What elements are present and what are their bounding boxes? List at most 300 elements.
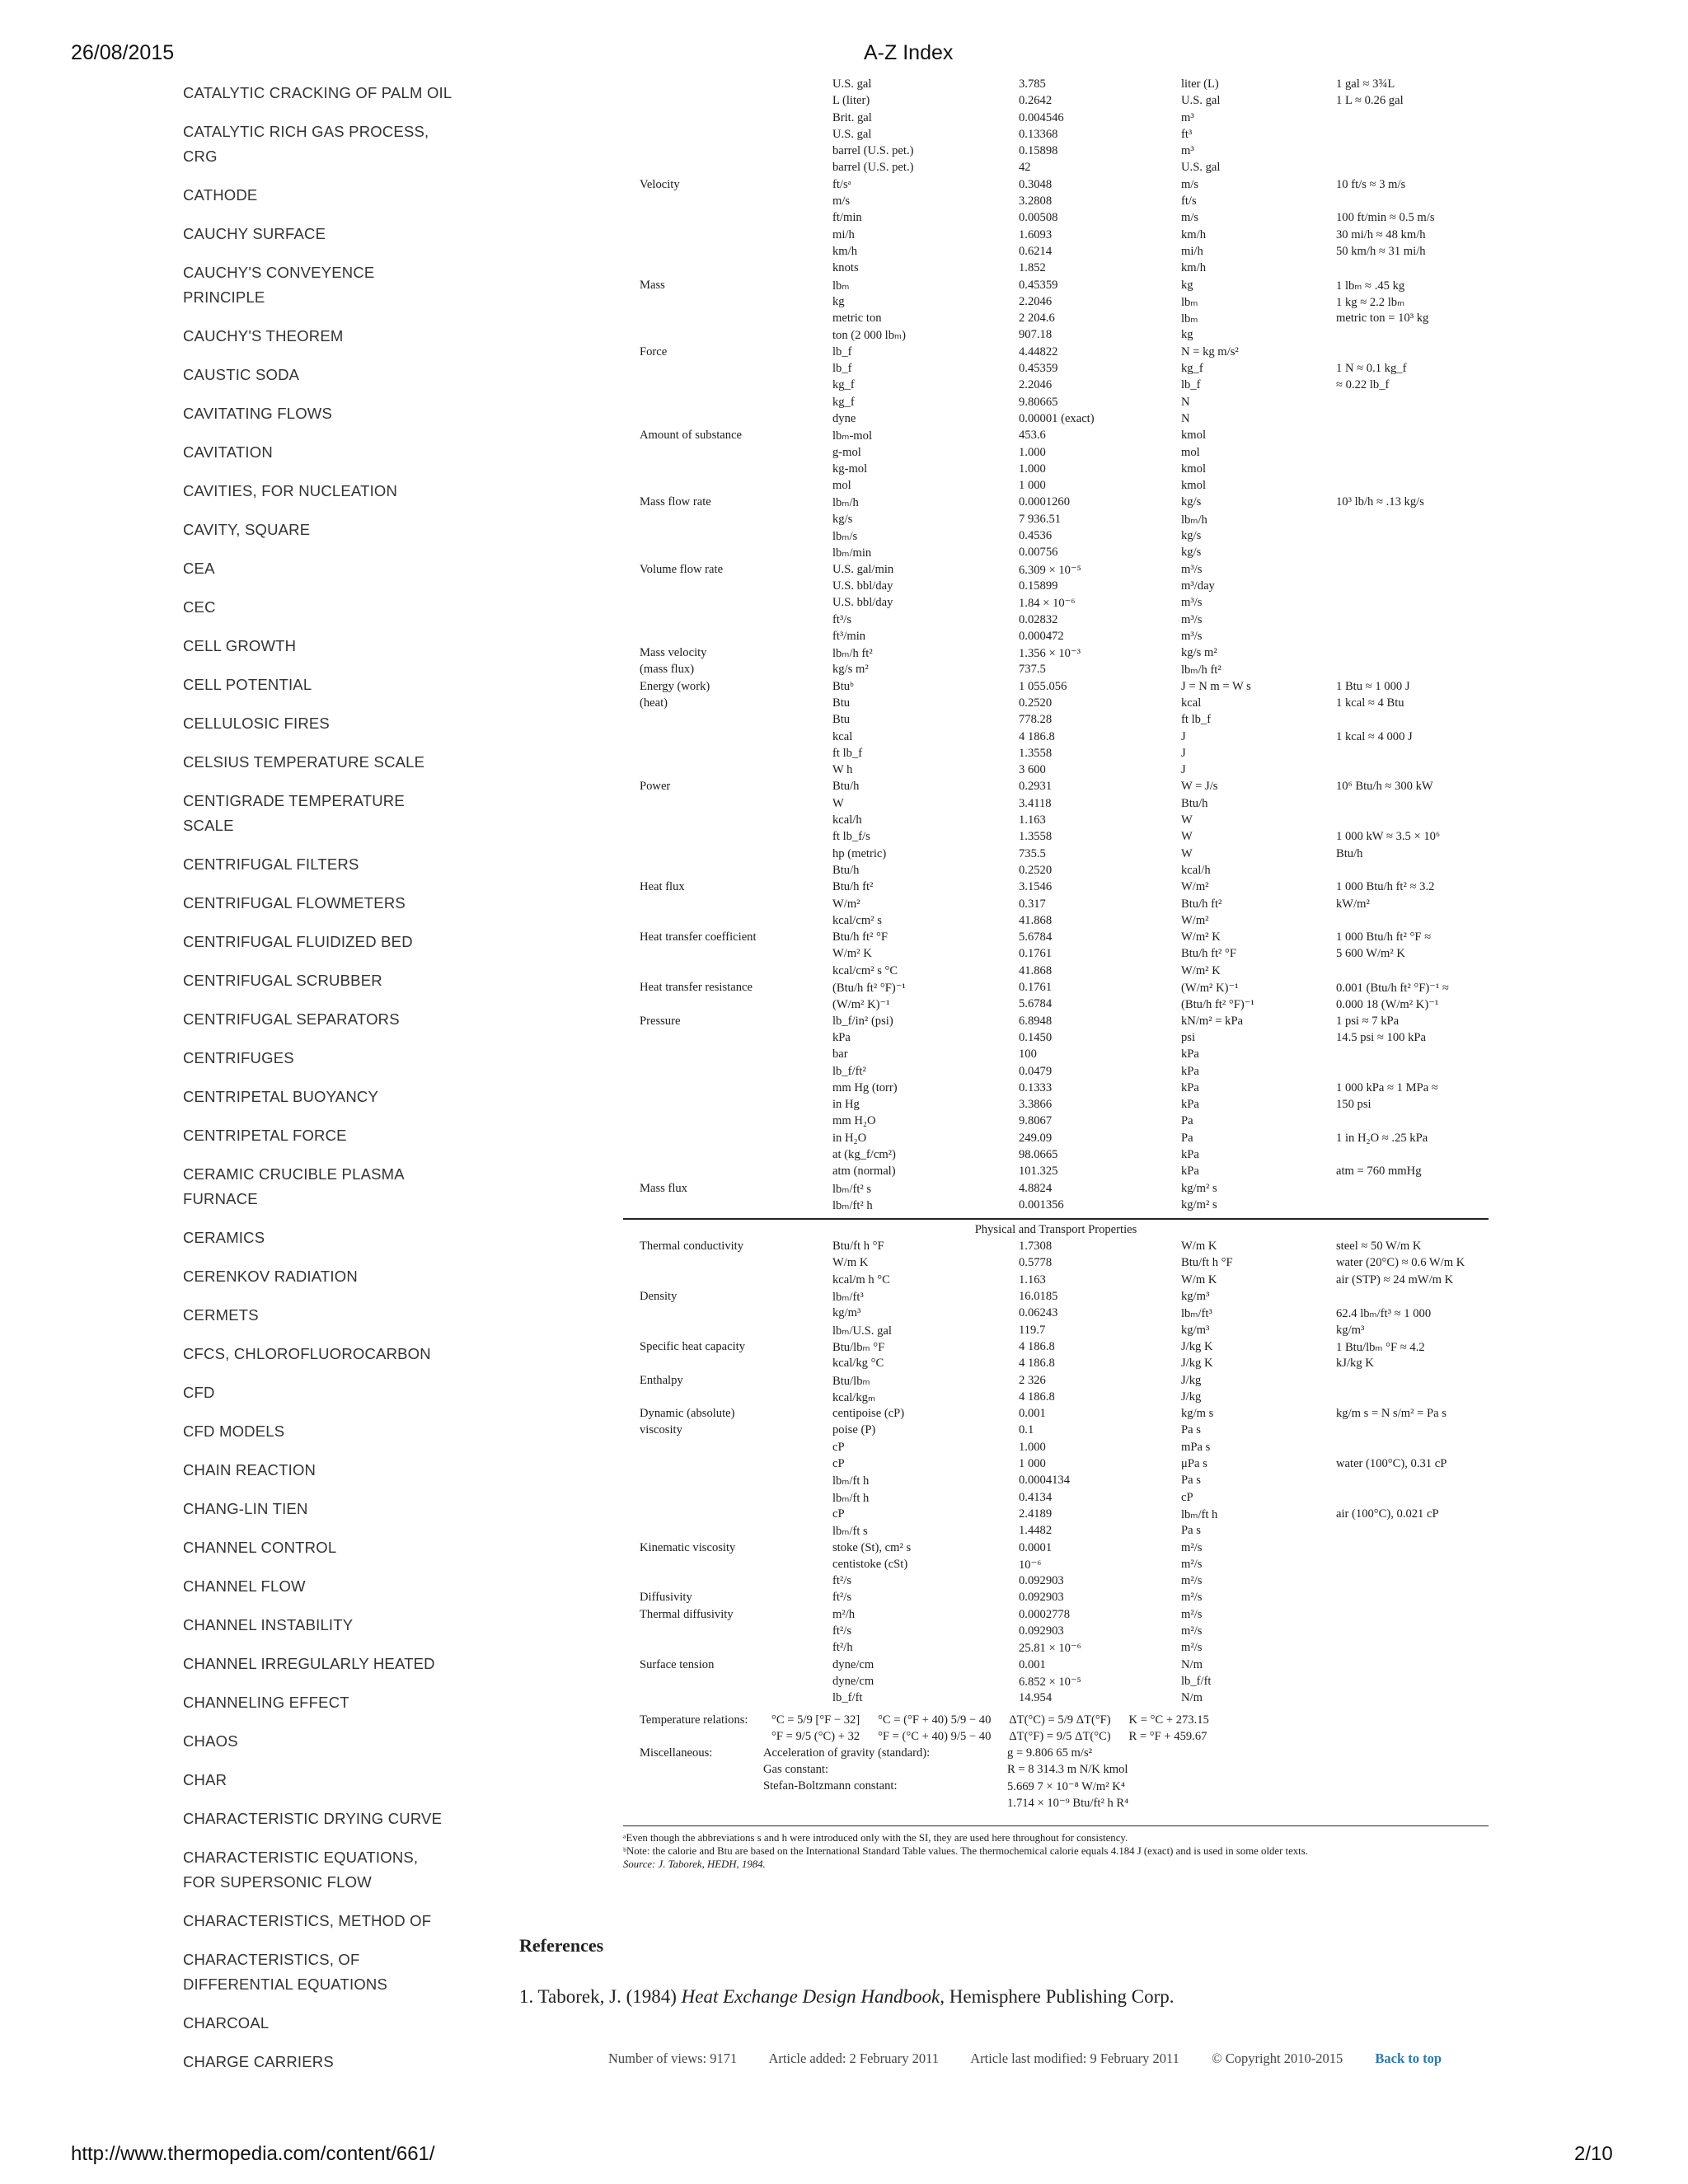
from-unit-cell: L (liter) — [832, 94, 870, 108]
approx-cell: 100 ft/min ≈ 0.5 m/s — [1336, 211, 1435, 225]
to-unit-cell: m³ — [1181, 110, 1194, 124]
to-unit-cell: (Btu/h ft² °F)⁻¹ — [1181, 998, 1254, 1012]
from-unit-cell: kg/s — [832, 512, 853, 526]
table-row — [623, 529, 1489, 546]
sidebar-index-link[interactable]: CENTRIPETAL FORCE — [183, 1127, 347, 1144]
sidebar-index-link[interactable]: CERENKOV RADIATION — [183, 1268, 358, 1285]
to-unit-cell: mPa s — [1181, 1440, 1211, 1454]
from-unit-cell: Brit. gal — [832, 110, 872, 124]
to-unit-cell: cP — [1181, 1490, 1193, 1504]
factor-cell: 3.785 — [1019, 77, 1046, 91]
approx-cell: air (100°C), 0.021 cP — [1336, 1507, 1439, 1521]
from-unit-cell: (W/m² K)⁻¹ — [832, 998, 890, 1012]
from-unit-cell: mi/h — [832, 227, 855, 241]
table-row — [623, 446, 1489, 462]
factor-cell: 1.163 — [1019, 813, 1046, 827]
footnotes — [623, 1831, 1489, 1871]
table-row — [623, 1357, 1489, 1373]
from-unit-cell: lbₘ/min — [832, 546, 872, 560]
from-unit-cell: W/m K — [832, 1256, 869, 1270]
reference-number: 1. — [519, 1986, 534, 2007]
to-unit-cell: kg — [1181, 278, 1193, 292]
to-unit-cell: N = kg m/s² — [1181, 344, 1239, 359]
to-unit-cell: m²/s — [1181, 1624, 1203, 1638]
to-unit-cell: Pa s — [1181, 1423, 1201, 1437]
sidebar-index-link[interactable]: CHANNEL CONTROL — [183, 1539, 337, 1556]
sidebar-index-link[interactable]: CAUCHY'S THEOREM — [183, 327, 344, 344]
from-unit-cell: g-mol — [832, 445, 861, 459]
sidebar-index-link[interactable]: CAVITIES, FOR NUCLEATION — [183, 482, 398, 499]
table-row — [623, 178, 1489, 194]
sidebar-index-link[interactable]: CEC — [183, 598, 216, 616]
factor-cell: 3.4118 — [1019, 796, 1052, 810]
sidebar-index-link[interactable]: CHARCOAL — [183, 2014, 270, 2032]
factor-cell: 0.1 — [1019, 1423, 1034, 1437]
from-unit-cell: Btu — [832, 696, 851, 710]
to-unit-cell: Pa s — [1181, 1474, 1201, 1488]
quantity-cell: Velocity — [640, 177, 680, 191]
factor-cell: 1.000 — [1019, 1440, 1046, 1454]
approx-cell: 50 km/h ≈ 31 mi/h — [1336, 244, 1426, 258]
from-unit-cell: ft³/min — [832, 629, 866, 643]
to-unit-cell: Btu/h — [1181, 796, 1208, 810]
footnote-source: Source: J. Taborek, HEDH, 1984. — [623, 1858, 766, 1870]
table-row — [623, 730, 1489, 747]
quantity-cell: (mass flux) — [640, 663, 695, 677]
quantity-cell: Pressure — [640, 1014, 681, 1028]
quantity-cell: viscosity — [640, 1423, 682, 1437]
to-unit-cell: kPa — [1181, 1064, 1199, 1078]
factor-cell: 0.02832 — [1019, 612, 1058, 626]
approx-cell: 0.000 18 (W/m² K)⁻¹ — [1336, 998, 1439, 1012]
approx-cell: water (100°C), 0.31 cP — [1336, 1457, 1447, 1471]
table-row — [623, 663, 1489, 679]
table-row — [623, 579, 1489, 596]
factor-cell: 25.81 × 10⁻⁶ — [1019, 1642, 1081, 1656]
to-unit-cell: kN/m² = kPa — [1181, 1014, 1244, 1028]
sidebar-index-link[interactable]: CELSIUS TEMPERATURE SCALE — [183, 753, 425, 771]
from-unit-cell: ft/sᵃ — [832, 177, 851, 191]
from-unit-cell: in Hg — [832, 1098, 860, 1112]
from-unit-cell: kcal/m h °C — [832, 1272, 890, 1286]
print-url: http://www.thermopedia.com/content/661/ — [71, 2143, 435, 2165]
factor-cell: 4 186.8 — [1019, 1357, 1055, 1371]
table-row — [623, 362, 1489, 378]
to-unit-cell: kg/s — [1181, 529, 1202, 543]
table-row — [623, 780, 1489, 796]
table-row — [623, 1306, 1489, 1323]
view-count: Number of views: 9171 — [608, 2050, 738, 2066]
sidebar-index-link[interactable]: CENTRIFUGAL SEPARATORS — [183, 1010, 400, 1028]
from-unit-cell: lbₘ/ft³ — [832, 1291, 864, 1305]
from-unit-cell: kcal/kgₘ — [832, 1390, 876, 1404]
to-unit-cell: J/kg — [1181, 1373, 1202, 1387]
sidebar-index-link[interactable]: CHANG-LIN TIEN — [183, 1500, 308, 1517]
from-unit-cell: Btu/h — [832, 863, 860, 877]
sidebar-index-link[interactable]: CATALYTIC RICH GAS PROCESS, CRG — [183, 123, 429, 165]
back-to-top-link[interactable]: Back to top — [1375, 2050, 1442, 2066]
sidebar-index-link[interactable]: CAUCHY SURFACE — [183, 225, 326, 242]
to-unit-cell: lbₘ/ft h — [1181, 1507, 1218, 1521]
factor-cell: 4 186.8 — [1019, 1339, 1055, 1353]
to-unit-cell: kg/s m² — [1181, 646, 1217, 660]
factor-cell: 1.356 × 10⁻³ — [1019, 647, 1081, 661]
quantity-cell: Mass — [640, 278, 665, 292]
sidebar-index-link[interactable]: CHAR — [183, 1771, 227, 1788]
sidebar-index-link[interactable]: CAVITATION — [183, 443, 273, 461]
to-unit-cell: W/m K — [1181, 1240, 1217, 1254]
approx-cell: 1 in H₂O ≈ .25 kPa — [1336, 1131, 1428, 1145]
factor-cell: 0.0479 — [1019, 1064, 1053, 1078]
to-unit-cell: Pa — [1181, 1114, 1193, 1128]
approx-cell: 10 ft/s ≈ 3 m/s — [1336, 177, 1406, 191]
approx-cell: 1 N ≈ 0.1 kg_f — [1336, 362, 1407, 376]
from-unit-cell: at (kg_f/cm²) — [832, 1148, 896, 1161]
sidebar-index-link[interactable]: CELL POTENTIAL — [183, 676, 312, 693]
to-unit-cell: m²/s — [1181, 1607, 1203, 1621]
factor-cell: 1.6093 — [1019, 227, 1053, 241]
from-unit-cell: Btuᵇ — [832, 679, 854, 693]
to-unit-cell: kg/m² s — [1181, 1181, 1217, 1195]
sidebar-index-link[interactable]: CAVITY, SQUARE — [183, 521, 311, 538]
sidebar-index-link[interactable]: CHANNELING EFFECT — [183, 1694, 349, 1711]
table-row — [623, 295, 1489, 312]
factor-cell: 1 000 — [1019, 1457, 1046, 1471]
quantity-cell: Thermal conductivity — [640, 1240, 744, 1254]
sidebar-index-link[interactable]: CENTRIFUGAL FILTERS — [183, 855, 359, 873]
to-unit-cell: J — [1181, 746, 1186, 760]
from-unit-cell: dyne — [832, 411, 856, 425]
table-row — [623, 1423, 1489, 1440]
factor-cell: 2.2046 — [1019, 378, 1053, 392]
quantity-cell: Power — [640, 780, 671, 794]
table-row — [623, 747, 1489, 763]
factor-cell: 0.13368 — [1019, 127, 1058, 141]
table-row — [623, 1165, 1489, 1181]
conversion-rows-top — [623, 77, 1489, 1215]
sidebar-index-link[interactable]: CEA — [183, 560, 215, 577]
sidebar-index-link[interactable]: CAUCHY'S CONVEYENCE PRINCIPLE — [183, 264, 375, 306]
from-unit-cell: Btu/h — [832, 780, 860, 794]
factor-cell: 1.4482 — [1019, 1524, 1053, 1538]
to-unit-cell: kg/m s — [1181, 1407, 1214, 1421]
to-unit-cell: U.S. gal — [1181, 94, 1221, 108]
temperature-relations — [623, 1713, 1489, 1746]
table-row — [623, 161, 1489, 177]
constant-name: Acceleration of gravity (standard): — [763, 1746, 931, 1760]
table-row — [623, 328, 1489, 344]
table-row — [623, 898, 1489, 914]
table-row — [623, 964, 1489, 981]
factor-cell: 0.1761 — [1019, 981, 1053, 995]
sidebar-index-link[interactable]: CHARACTERISTIC DRYING CURVE — [183, 1810, 443, 1827]
table-row — [623, 1541, 1489, 1558]
from-unit-cell: cP — [832, 1457, 845, 1471]
factor-cell: 0.317 — [1019, 897, 1046, 911]
table-row — [623, 1374, 1489, 1390]
factor-cell: 0.092903 — [1019, 1574, 1064, 1588]
from-unit-cell: kg_f — [832, 395, 855, 409]
constant-value: R = 8 314.3 m N/K kmol — [1007, 1762, 1128, 1776]
factor-cell: 0.001356 — [1019, 1197, 1064, 1212]
to-unit-cell: W/m K — [1181, 1272, 1217, 1286]
to-unit-cell: mol — [1181, 445, 1200, 459]
quantity-cell: Volume flow rate — [640, 562, 724, 576]
quantity-cell: Specific heat capacity — [640, 1339, 746, 1353]
approx-cell: 1 Btu ≈ 1 000 J — [1336, 679, 1410, 693]
sidebar-index-link[interactable]: CHAOS — [183, 1732, 238, 1750]
factor-cell: 778.28 — [1019, 713, 1053, 727]
sidebar-index-link[interactable]: CHANNEL IRREGULARLY HEATED — [183, 1655, 435, 1672]
factor-cell: 6.8948 — [1019, 1014, 1053, 1028]
to-unit-cell: J — [1181, 729, 1186, 743]
from-unit-cell: W h — [832, 763, 853, 777]
table-row — [623, 345, 1489, 362]
approx-cell: 10³ lb/h ≈ .13 kg/s — [1336, 495, 1424, 509]
sidebar-index-link[interactable]: CFD MODELS — [183, 1422, 285, 1440]
to-unit-cell: m/s — [1181, 177, 1199, 191]
factor-cell: 2 204.6 — [1019, 312, 1055, 326]
quantity-cell: Force — [640, 344, 668, 359]
from-unit-cell: barrel (U.S. pet.) — [832, 161, 914, 175]
factor-cell: 41.868 — [1019, 963, 1053, 977]
factor-cell: 3.2808 — [1019, 194, 1053, 209]
quantity-cell: Energy (work) — [640, 679, 710, 693]
from-unit-cell: lb_f — [832, 362, 852, 376]
to-unit-cell: Pa s — [1181, 1524, 1201, 1538]
factor-cell: 0.15899 — [1019, 579, 1058, 593]
from-unit-cell: mm Hg (torr) — [832, 1080, 898, 1094]
factor-cell: 0.15898 — [1019, 144, 1058, 158]
from-unit-cell: kg/m³ — [832, 1306, 861, 1320]
factor-cell: 1.000 — [1019, 462, 1046, 476]
sidebar-index-link[interactable]: CERAMICS — [183, 1229, 265, 1246]
sidebar-index-link[interactable]: CFCS, CHLOROFLUOROCARBON — [183, 1345, 431, 1362]
sidebar-index-link[interactable]: CENTRIFUGAL FLUIDIZED BED — [183, 933, 413, 950]
factor-cell: 907.18 — [1019, 328, 1053, 342]
to-unit-cell: kg/m³ — [1181, 1323, 1210, 1337]
table-row — [623, 228, 1489, 245]
table-row — [623, 713, 1489, 729]
factor-cell: 0.2642 — [1019, 94, 1053, 108]
sidebar-index-link[interactable]: CATALYTIC CRACKING OF PALM OIL — [183, 84, 452, 101]
factor-cell: 0.4134 — [1019, 1490, 1053, 1504]
approx-cell: 14.5 psi ≈ 100 kPa — [1336, 1030, 1426, 1044]
table-row — [623, 947, 1489, 963]
factor-cell: 4 186.8 — [1019, 1390, 1055, 1404]
table-row — [623, 1098, 1489, 1114]
sidebar-index-link[interactable]: CHARACTERISTIC EQUATIONS, FOR SUPERSONIC FLOW — [183, 1849, 419, 1891]
table-row — [623, 312, 1489, 328]
sidebar-index-link[interactable]: CAVITATING FLOWS — [183, 405, 333, 422]
approx-cell: 1 L ≈ 0.26 gal — [1336, 94, 1404, 108]
to-unit-cell: mi/h — [1181, 244, 1203, 258]
from-unit-cell: bar — [832, 1047, 848, 1062]
from-unit-cell: lbₘ/s — [832, 530, 858, 544]
to-unit-cell: (W/m² K)⁻¹ — [1181, 982, 1239, 996]
to-unit-cell: J/kg K — [1181, 1357, 1213, 1371]
sidebar-index-link[interactable]: CFD — [183, 1384, 215, 1401]
approx-cell: 1 000 Btu/h ft² ≈ 3.2 — [1336, 880, 1435, 894]
from-unit-cell: centistoke (cSt) — [832, 1557, 908, 1571]
from-unit-cell: ft lb_f — [832, 746, 863, 760]
to-unit-cell: kcal/h — [1181, 863, 1211, 877]
to-unit-cell: W — [1181, 846, 1193, 860]
table-row — [623, 1474, 1489, 1490]
conversion-rows-bottom — [623, 1240, 1489, 1708]
from-unit-cell: lbₘ/ft² h — [832, 1198, 873, 1212]
table-row — [623, 194, 1489, 211]
table-row — [623, 1608, 1489, 1624]
quantity-cell: (heat) — [640, 696, 668, 710]
table-row — [623, 563, 1489, 579]
sidebar-index-link[interactable]: CENTRIPETAL BUOYANCY — [183, 1088, 379, 1105]
table-row — [623, 144, 1489, 161]
sidebar-index-link[interactable]: CHARACTERISTICS, OF DIFFERENTIAL EQUATIONS — [183, 1951, 388, 1993]
from-unit-cell: ft lb_f/s — [832, 830, 870, 844]
misc-row — [763, 1796, 1423, 1812]
table-row — [623, 94, 1489, 110]
factor-cell: 6.309 × 10⁻⁵ — [1019, 563, 1081, 577]
from-unit-cell: dyne/cm — [832, 1674, 874, 1688]
from-unit-cell: lb_f — [832, 344, 852, 359]
table-row — [623, 1390, 1489, 1407]
sidebar-index-link[interactable]: CELLULOSIC FIRES — [183, 715, 330, 732]
from-unit-cell: kg_f — [832, 378, 855, 392]
from-unit-cell: kg-mol — [832, 462, 868, 476]
table-row — [623, 1574, 1489, 1591]
factor-cell: 14.954 — [1019, 1691, 1053, 1705]
approx-cell: air (STP) ≈ 24 mW/m K — [1336, 1272, 1454, 1286]
sidebar-index-link[interactable]: CELL GROWTH — [183, 637, 297, 654]
quantity-cell: Amount of substance — [640, 429, 743, 443]
sidebar-index-link[interactable]: CHARACTERISTICS, METHOD OF — [183, 1912, 432, 1929]
factor-cell: 100 — [1019, 1047, 1037, 1062]
to-unit-cell: m²/s — [1181, 1591, 1203, 1605]
references-heading: References — [519, 1935, 604, 1956]
approx-cell: atm = 760 mmHg — [1336, 1165, 1422, 1179]
sidebar-index-link[interactable]: CATHODE — [183, 186, 258, 204]
from-unit-cell: kcal/cm² s — [832, 913, 882, 927]
table-row — [623, 1047, 1489, 1064]
factor-cell: 0.0001260 — [1019, 495, 1071, 509]
approx-cell: 1 psi ≈ 7 kPa — [1336, 1014, 1400, 1028]
table-row — [623, 1031, 1489, 1047]
approx-cell: 1 000 Btu/h ft² °F ≈ — [1336, 930, 1432, 944]
misc-label: Miscellaneous: — [640, 1746, 713, 1760]
table-row — [623, 1641, 1489, 1657]
factor-cell: 0.0001 — [1019, 1540, 1053, 1554]
to-unit-cell: W/m² — [1181, 880, 1209, 894]
from-unit-cell: W/m² — [832, 897, 860, 911]
factor-cell: 0.06243 — [1019, 1306, 1058, 1320]
factor-cell: 0.000472 — [1019, 629, 1064, 643]
to-unit-cell: kmol — [1181, 429, 1206, 443]
from-unit-cell: stoke (St), cm² s — [832, 1540, 912, 1554]
factor-cell: 98.0665 — [1019, 1148, 1058, 1161]
to-unit-cell: km/h — [1181, 261, 1206, 275]
factor-cell: 0.45359 — [1019, 278, 1058, 292]
from-unit-cell: ft²/h — [832, 1641, 853, 1655]
table-row — [623, 596, 1489, 612]
factor-cell: 1.3558 — [1019, 746, 1053, 760]
sidebar-index-link[interactable]: CENTRIFUGES — [183, 1049, 294, 1066]
from-unit-cell: m/s — [832, 194, 851, 209]
factor-cell: 0.00001 (exact) — [1019, 411, 1095, 425]
to-unit-cell: km/h — [1181, 227, 1206, 241]
from-unit-cell: m²/h — [832, 1607, 856, 1621]
from-unit-cell: W — [832, 796, 844, 810]
quantity-cell: Kinematic viscosity — [640, 1540, 736, 1554]
constant-value: g = 9.806 65 m/s² — [1007, 1746, 1093, 1760]
sidebar-index-link[interactable]: CHAIN REACTION — [183, 1461, 316, 1479]
constant-name: Gas constant: — [763, 1762, 829, 1776]
table-row — [623, 1198, 1489, 1215]
sidebar-index-link[interactable]: CAUSTIC SODA — [183, 366, 300, 383]
print-page-title: A-Z Index — [864, 41, 954, 64]
factor-cell: 4 186.8 — [1019, 729, 1055, 743]
from-unit-cell: ft²/s — [832, 1574, 852, 1588]
factor-cell: 7 936.51 — [1019, 512, 1062, 526]
quantity-cell: Mass flow rate — [640, 495, 711, 509]
factor-cell: 0.00756 — [1019, 546, 1058, 560]
sidebar-index-link[interactable]: CENTRIFUGAL FLOWMETERS — [183, 894, 406, 912]
from-unit-cell: lbₘ/ft² s — [832, 1182, 872, 1196]
approx-cell: 1 gal ≈ 3¾L — [1336, 77, 1395, 91]
to-unit-cell: kmol — [1181, 462, 1206, 476]
sidebar-index-link[interactable]: CENTIGRADE TEMPERATURE SCALE — [183, 792, 405, 834]
to-unit-cell: ft³ — [1181, 127, 1193, 141]
sidebar-index-link[interactable]: CENTRIFUGAL SCRUBBER — [183, 972, 382, 989]
approx-cell: 10⁶ Btu/h ≈ 300 kW — [1336, 780, 1433, 794]
sidebar-index-link[interactable]: CHANNEL INSTABILITY — [183, 1616, 354, 1633]
factor-cell: 0.092903 — [1019, 1624, 1064, 1638]
factor-cell: 0.2520 — [1019, 863, 1053, 877]
sidebar-index-link[interactable]: CHARGE CARRIERS — [183, 2053, 334, 2070]
to-unit-cell: lbₘ — [1181, 295, 1198, 309]
from-unit-cell: knots — [832, 261, 859, 275]
to-unit-cell: W/m² K — [1181, 930, 1221, 944]
table-row — [623, 981, 1489, 997]
table-row — [623, 696, 1489, 713]
to-unit-cell: kcal — [1181, 696, 1202, 710]
factor-cell: 0.0002778 — [1019, 1607, 1071, 1621]
factor-cell: 6.852 × 10⁻⁵ — [1019, 1675, 1081, 1689]
to-unit-cell: Btu/h ft² °F — [1181, 947, 1236, 961]
factor-cell: 0.001 — [1019, 1657, 1046, 1671]
table-row — [623, 613, 1489, 630]
table-row — [623, 1340, 1489, 1357]
to-unit-cell: m³/s — [1181, 612, 1203, 626]
sidebar-index-link[interactable]: CERMETS — [183, 1306, 259, 1324]
to-unit-cell: m²/s — [1181, 1540, 1203, 1554]
factor-cell: 5.6784 — [1019, 997, 1053, 1011]
table-row — [623, 630, 1489, 646]
table-row — [623, 1675, 1489, 1691]
from-unit-cell: lbₘ/U.S. gal — [832, 1324, 892, 1338]
sidebar-index-link[interactable]: CHANNEL FLOW — [183, 1577, 306, 1595]
table-row — [623, 245, 1489, 261]
reference-title: Heat Exchange Design Handbook — [681, 1986, 940, 2007]
to-unit-cell: kg/m² s — [1181, 1197, 1217, 1212]
approx-cell: kJ/kg K — [1336, 1357, 1374, 1371]
table-row — [623, 111, 1489, 128]
table-row — [623, 914, 1489, 930]
from-unit-cell: mm H₂O — [832, 1114, 876, 1128]
table-row — [623, 1114, 1489, 1131]
footnote-a: ᵃEven though the abbreviations s and h were introduced only with the SI, they are used here throughout for consistency. — [623, 1831, 1128, 1844]
sidebar-index-link[interactable]: CERAMIC CRUCIBLE PLASMA FURNACE — [183, 1165, 405, 1207]
